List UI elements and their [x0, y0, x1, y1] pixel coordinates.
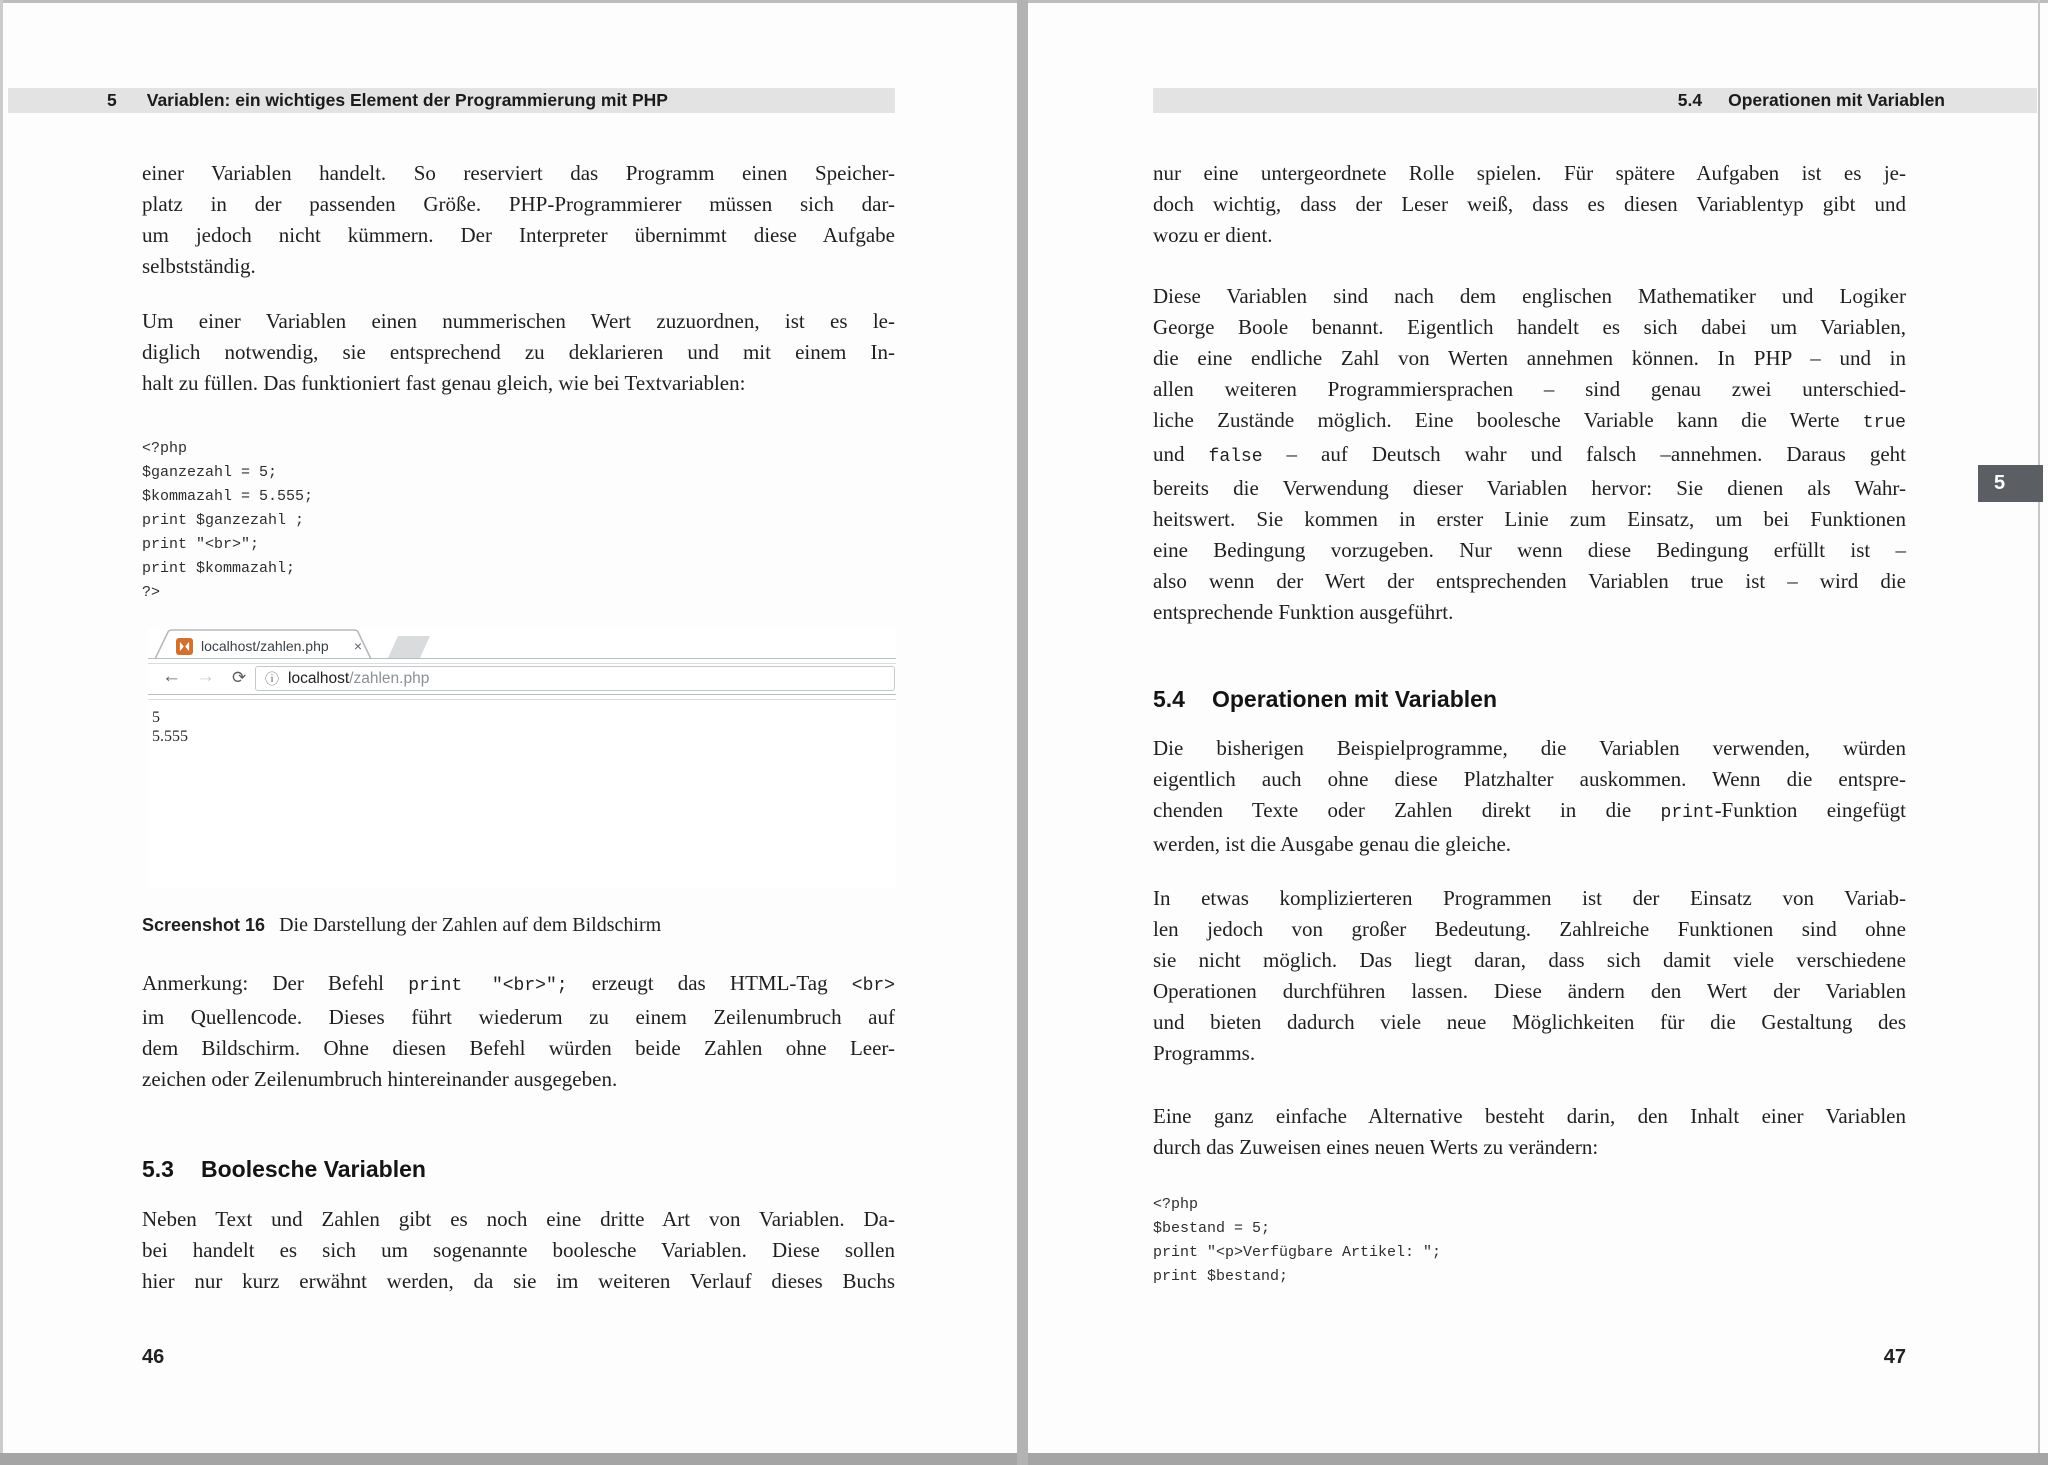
paragraph — [1153, 158, 1906, 251]
text-line: eigentlich auch ohne diese Platzhalter auskommen. Wenn die entspre- — [1153, 767, 1906, 791]
inline-code: print — [1660, 803, 1715, 823]
caption-text: Die Darstellung der Zahlen auf dem Bildschirm — [279, 914, 662, 936]
inline-code: true — [1862, 413, 1906, 433]
browser-page-output — [152, 708, 188, 746]
code-line: $bestand = 5; — [1153, 1220, 1271, 1237]
text-line: also wenn der Wert der entsprechenden Variablen true ist – wird die — [1153, 569, 1906, 593]
heading-number: 5.3 — [142, 1156, 174, 1182]
paragraph — [1153, 281, 1906, 628]
text-line: durch das Zuweisen eines neuen Werts zu verändern: — [1153, 1135, 1599, 1159]
chapter-title: Variablen: ein wichtiges Element der Programmierung mit PHP — [146, 90, 668, 110]
text-line: George Boole benannt. Eigentlich handelt es sich dabei um Variablen, — [1153, 315, 1906, 339]
text-line: Eine ganz einfache Alternative besteht darin, den Inhalt einer Variablen — [1153, 1104, 1906, 1128]
text-line: entsprechende Funktion ausgeführt. — [1153, 600, 1454, 624]
code-line: <?php — [142, 440, 188, 457]
text-line: und bieten dadurch viele neue Möglichkeiten für die Gestaltung des — [1153, 1010, 1906, 1034]
section-heading-5-3 — [142, 1156, 426, 1183]
text-line: In etwas komplizierteren Programmen ist der Einsatz von Variab- — [1153, 886, 1906, 910]
text-line: len jedoch von großer Bedeutung. Zahlreiche Funktionen sind ohne — [1153, 917, 1906, 941]
text-line: platz in der passenden Größe. PHP-Programmierer müssen sich dar- — [142, 192, 895, 216]
code-line: print $ganzezahl ; — [142, 512, 305, 529]
output-line: 5.555 — [152, 728, 188, 745]
page-number-left: 46 — [142, 1346, 165, 1368]
paragraph — [142, 1204, 895, 1297]
php-code-listing — [1153, 1193, 1441, 1289]
forward-icon[interactable]: → — [196, 666, 215, 687]
section-heading-5-4 — [1153, 686, 1497, 713]
text-line: Anmerkung: Der Befehl print "<br>"; erzeugt das HTML-Tag <br> — [142, 971, 895, 996]
code-line: print "<br>"; — [142, 536, 260, 553]
reload-icon[interactable]: ⟳ — [232, 668, 247, 687]
divider — [148, 663, 896, 664]
code-line: print $kommazahl; — [142, 560, 296, 577]
divider — [148, 694, 896, 695]
text-line: im Quellencode. Dieses führt wiederum zu einem Zeilenumbruch auf — [142, 1005, 895, 1029]
info-icon: ⓘ — [265, 670, 279, 687]
text-line: zeichen oder Zeilenumbruch hintereinander ausgegeben. — [142, 1067, 618, 1091]
paragraph — [142, 306, 895, 399]
text-line: werden, ist die Ausgabe genau die gleiche. — [1153, 832, 1512, 856]
back-icon[interactable]: ← — [162, 666, 181, 687]
text-line: Um einer Variablen einen nummerischen Wert zuzuordnen, ist es le- — [142, 309, 895, 333]
php-code-listing — [142, 437, 313, 605]
text-line: einer Variablen handelt. So reserviert das Programm einen Speicher- — [142, 161, 895, 185]
text-line: wozu er dient. — [1153, 223, 1273, 247]
text-line: hier nur kurz erwähnt werden, da sie im weiteren Verlauf dieses Buchs — [142, 1269, 895, 1293]
screenshot-caption — [142, 914, 661, 937]
browser-screenshot — [148, 628, 896, 888]
heading-title: Boolesche Variablen — [200, 1156, 426, 1182]
left-running-header — [8, 88, 895, 113]
text-line: Programms. — [1153, 1041, 1256, 1065]
inline-code: <br> — [851, 976, 895, 996]
output-line: 5 — [152, 709, 160, 726]
code-line: $ganzezahl = 5; — [142, 464, 278, 481]
page-number-right: 47 — [1883, 1346, 1906, 1368]
scan-edge-right — [2038, 0, 2040, 1465]
text-line: liche Zustände möglich. Eine boolesche Variable kann die Werte true — [1153, 408, 1906, 433]
text-line: eine Bedingung vorzugeben. Nur wenn diese Bedingung erfüllt ist – — [1153, 538, 1906, 562]
browser-tab[interactable] — [176, 633, 362, 659]
code-line: print "<p>Verfügbare Artikel: "; — [1153, 1244, 1442, 1261]
caption-label: Screenshot 16 — [142, 915, 266, 935]
text-line: chenden Texte oder Zahlen direkt in die print-Funktion eingefügt — [1153, 798, 1906, 823]
text-line: bereits die Verwendung dieser Variablen hervor: Sie dienen als Wahr- — [1153, 476, 1906, 500]
tab-title: localhost/zahlen.php — [201, 638, 329, 654]
text-line: Diese Variablen sind nach dem englischen Mathematiker und Logiker — [1153, 284, 1906, 308]
text-line: nur eine untergeordnete Rolle spielen. Für spätere Aufgaben ist es je- — [1153, 161, 1906, 185]
paragraph — [142, 968, 895, 1095]
address-bar[interactable] — [255, 666, 895, 691]
right-running-header — [1153, 88, 2037, 113]
code-line: $kommazahl = 5.555; — [142, 488, 314, 505]
inline-code: false — [1208, 447, 1263, 467]
code-line: <?php — [1153, 1196, 1199, 1213]
text-line: allen weiteren Programmiersprachen – sind genau zwei unterschied- — [1153, 377, 1906, 401]
section-number: 5.4 — [1677, 90, 1703, 110]
text-line: diglich notwendig, sie entsprechend zu deklarieren und mit einem In- — [142, 340, 895, 364]
xampp-icon — [176, 638, 193, 655]
text-line: und false – auf Deutsch wahr und falsch –annehmen. Daraus geht — [1153, 442, 1906, 467]
text-line: Neben Text und Zahlen gibt es noch eine dritte Art von Variablen. Da- — [142, 1207, 895, 1231]
heading-number: 5.4 — [1153, 686, 1185, 712]
text-line: doch wichtig, dass der Leser weiß, dass es diesen Variablentyp gibt und — [1153, 192, 1906, 216]
text-line: Die bisherigen Beispielprogramme, die Variablen verwenden, würden — [1153, 736, 1906, 760]
paragraph — [142, 158, 895, 282]
text-line: Operationen durchführen lassen. Diese ändern den Wert der Variablen — [1153, 979, 1906, 1003]
text-line: bei handelt es sich um sogenannte boolesche Variablen. Diese sollen — [142, 1238, 895, 1262]
heading-title: Operationen mit Variablen — [1211, 686, 1498, 712]
tab-close-icon[interactable]: × — [353, 638, 362, 654]
divider — [148, 658, 896, 659]
inline-code: print "<br>"; — [408, 976, 568, 996]
section-title: Operationen mit Variablen — [1728, 90, 1945, 110]
text-line: heitswert. Sie kommen in erster Linie zum Einsatz, um bei Funktionen — [1153, 507, 1906, 531]
code-line: ?> — [142, 584, 161, 601]
chapter-number: 5 — [107, 90, 117, 110]
code-line: print $bestand; — [1153, 1268, 1289, 1285]
chapter-thumb-index: 5 — [1978, 465, 2043, 502]
text-line: dem Bildschirm. Ohne diesen Befehl würden beide Zahlen ohne Leer- — [142, 1036, 895, 1060]
page-gutter — [1017, 0, 1028, 1465]
scan-edge-left — [0, 0, 3, 1465]
paragraph — [1153, 1101, 1906, 1163]
text-line: um jedoch nicht kümmern. Der Interpreter übernimmt diese Aufgabe — [142, 223, 895, 247]
text-line: die eine endliche Zahl von Werten annehmen können. In PHP – und in — [1153, 346, 1906, 370]
paragraph — [1153, 883, 1906, 1069]
text-line: sie nicht möglich. Das liegt daran, dass sich damit viele verschiedene — [1153, 948, 1906, 972]
paragraph — [1153, 733, 1906, 860]
url-text: localhost/zahlen.php — [288, 669, 430, 687]
text-line: selbstständig. — [142, 254, 256, 278]
text-line: halt zu füllen. Das funktioniert fast genau gleich, wie bei Textvariablen: — [142, 371, 746, 395]
divider — [148, 699, 896, 700]
